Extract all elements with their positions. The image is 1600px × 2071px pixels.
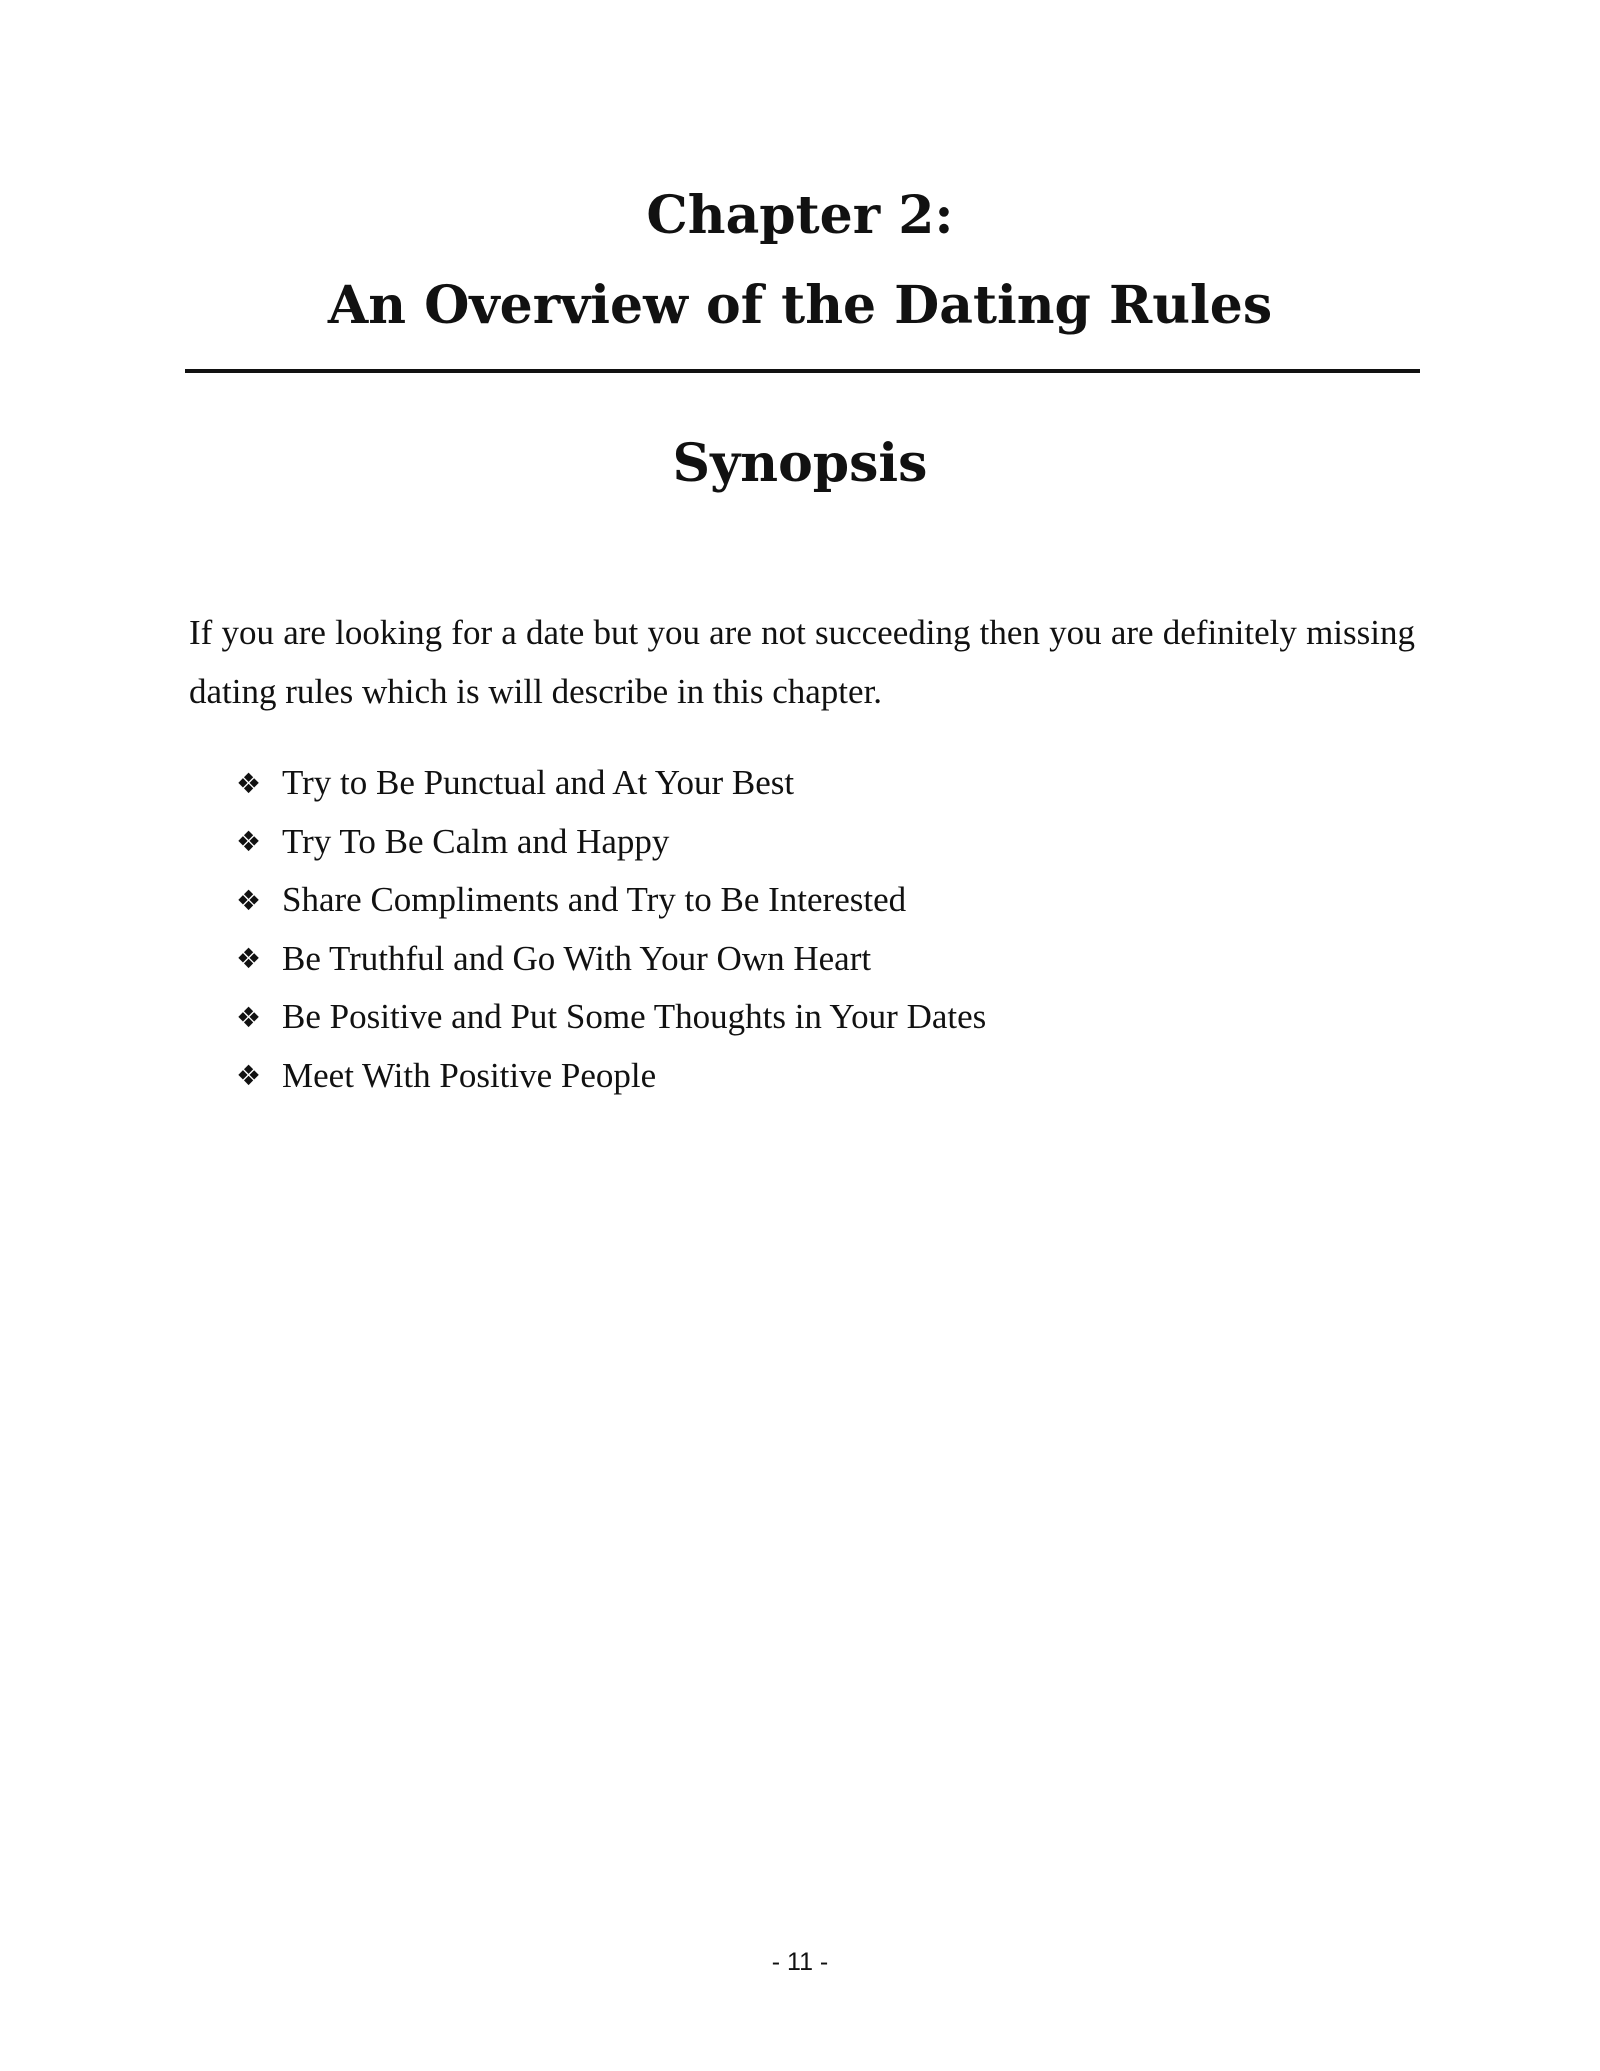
list-item-text: Be Positive and Put Some Thoughts in Your Dates (282, 997, 987, 1037)
list-item-text: Share Compliments and Try to Be Interested (282, 880, 907, 920)
list-item (236, 871, 986, 930)
rules-list (236, 754, 986, 1105)
list-item-text: Try To Be Calm and Happy (282, 821, 670, 861)
list-item-text: Be Truthful and Go With Your Own Heart (282, 938, 872, 978)
diamond-bullet-icon: ❖ (236, 1000, 262, 1034)
diamond-bullet-icon: ❖ (236, 766, 262, 800)
intro-paragraph: If you are looking for a date but you are not succeeding then you are definitely missing dating rules which is will describe in this chapter. (189, 613, 1415, 711)
list-item (236, 754, 986, 813)
page-number: - 11 - (771, 1948, 829, 1976)
diamond-bullet-icon: ❖ (236, 883, 262, 917)
diamond-bullet-icon: ❖ (236, 1059, 262, 1093)
list-item (236, 1047, 986, 1106)
list-item (236, 813, 986, 872)
diamond-bullet-icon: ❖ (236, 942, 262, 976)
section-heading: Synopsis (672, 433, 928, 494)
diamond-bullet-icon: ❖ (236, 825, 262, 859)
list-item (236, 930, 986, 989)
chapter-number: Chapter 2: (646, 185, 954, 246)
list-item-text: Try to Be Punctual and At Your Best (282, 763, 795, 803)
chapter-title: An Overview of the Dating Rules (327, 275, 1273, 336)
title-divider (185, 369, 1420, 373)
list-item (236, 988, 986, 1047)
list-item-text: Meet With Positive People (282, 1055, 657, 1095)
